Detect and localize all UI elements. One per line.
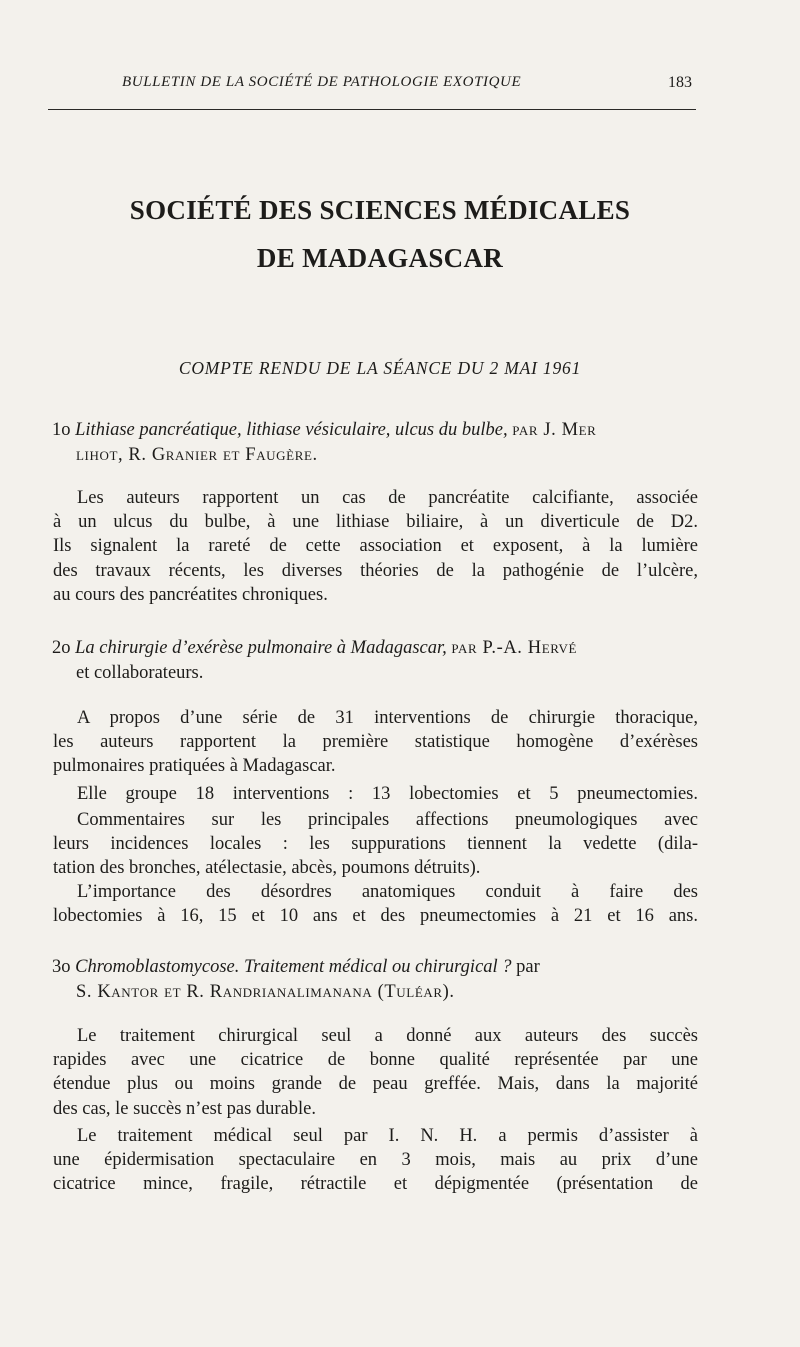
text-line: Elle groupe 18 interventions : 13 lobectomies et 5 pneumectomies.: [77, 784, 698, 804]
society-title-line: SOCIÉTÉ DES SCIENCES MÉDICALES: [129, 195, 631, 225]
paragraph: [53, 1024, 698, 1121]
text-line: à un ulcus du bulbe, à une lithiase biliaire, à un diverticule de D2.: [53, 512, 698, 533]
text-line: cicatrice mince, fragile, rétractile et dépigmentée (présentation de: [53, 1174, 698, 1195]
item-heading: [52, 636, 700, 686]
item-authors: par: [516, 957, 540, 977]
society-title: [60, 186, 700, 282]
text-line: des cas, le succès n’est pas durable.: [53, 1098, 317, 1119]
item-authors: par P.-A. Hervé: [451, 638, 578, 658]
text-line: Commentaires sur les principales affections pneumologiques avec: [77, 810, 698, 830]
text-line: Les auteurs rapportent un cas de pancréatite calcifiante, associée: [77, 488, 698, 508]
text-line: rapides avec une cicatrice de bonne qualité représentée par une: [53, 1050, 698, 1071]
item-authors-continued: S. Kantor et R. Randrianalimanana (Tuléar).: [76, 982, 455, 1002]
session-title: COMPTE RENDU DE LA SÉANCE DU 2 MAI 1961: [178, 358, 582, 378]
paragraph: [53, 880, 698, 928]
text-line: tation des bronches, atélectasie, abcès, poumons détruits).: [53, 858, 481, 879]
paragraph: [53, 808, 698, 881]
text-line: au cours des pancréatites chroniques.: [53, 584, 328, 605]
text-line: étendue plus ou moins grande de peau greffée. Mais, dans la majorité: [53, 1074, 698, 1095]
item-number: 1o: [52, 420, 71, 440]
text-line: Le traitement chirurgical seul a donné aux auteurs des succès: [77, 1026, 698, 1046]
text-line: les auteurs rapportent la première statistique homogène d’exérèses: [53, 732, 698, 753]
society-title-line: DE MADAGASCAR: [256, 243, 504, 273]
text-line: Ils signalent la rareté de cette association et exposent, à la lumière: [53, 536, 698, 557]
header-rule: [48, 109, 696, 110]
item-title: La chirurgie d’exérèse pulmonaire à Madagascar,: [75, 638, 447, 658]
item-heading: [52, 955, 700, 1005]
paragraph: [53, 782, 698, 806]
item-authors-continued: lihot, R. Granier et Faugère.: [76, 445, 318, 465]
paragraph: [53, 486, 698, 607]
paragraph: [53, 1124, 698, 1197]
item-authors: par J. Mer: [512, 420, 597, 440]
item-number: 3o: [52, 957, 71, 977]
item-authors-continued: et collaborateurs.: [76, 663, 204, 683]
item-heading: [52, 418, 700, 468]
text-line: Le traitement médical seul par I. N. H. a permis d’assister à: [77, 1126, 698, 1146]
item-number: 2o: [52, 638, 71, 658]
page-number: 183: [668, 74, 692, 91]
running-head: BULLETIN DE LA SOCIÉTÉ DE PATHOLOGIE EXOTIQUE: [122, 74, 522, 90]
item-title: Lithiase pancréatique, lithiase vésiculaire, ulcus du bulbe,: [75, 420, 508, 440]
paragraph: [53, 706, 698, 779]
item-title: Chromoblastomycose. Traitement médical ou chirurgical ?: [75, 957, 512, 977]
text-line: leurs incidences locales : les suppurations tiennent la vedette (dila-: [53, 834, 698, 855]
text-line: pulmonaires pratiquées à Madagascar.: [53, 756, 336, 777]
text-line: A propos d’une série de 31 interventions de chirurgie thoracique,: [77, 708, 698, 728]
text-line: des travaux récents, les diverses théories de la pathogénie de l’ulcère,: [53, 560, 698, 581]
text-line: L’importance des désordres anatomiques conduit à faire des: [77, 882, 698, 902]
text-line: lobectomies à 16, 15 et 10 ans et des pneumectomies à 21 et 16 ans.: [53, 906, 698, 927]
text-line: une épidermisation spectaculaire en 3 mois, mais au prix d’une: [53, 1150, 698, 1171]
